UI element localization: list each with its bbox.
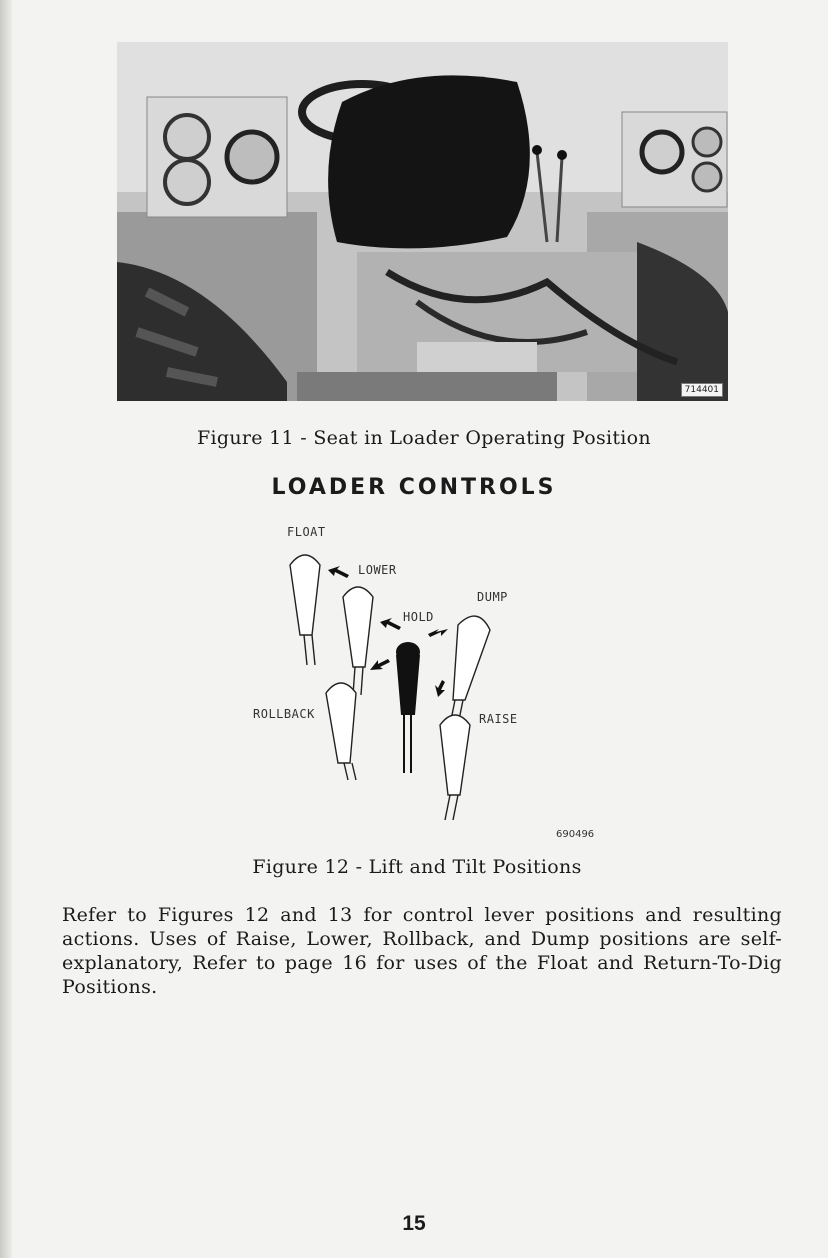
float-lever [290,555,320,665]
body-paragraph: Refer to Figures 12 and 13 for control lever positions and resulting actions. Uses of Raise, Lower, Rollback, and Dump positions are self-explanatory, Refer to page 16 for uses of the Float and Return-To-Dig Positions. [62,904,782,998]
figure-12-lever-diagram [240,515,640,845]
photo-reference-number: 714401 [681,383,723,397]
section-title: LOADER CONTROLS [271,475,557,500]
label-raise: RAISE [479,712,518,726]
figure-12-caption: Figure 12 - Lift and Tilt Positions [252,856,582,878]
figure-11-photo [117,42,728,401]
label-float: FLOAT [287,525,326,539]
figure-12-reference-number: 690496 [556,829,595,840]
page-binding-edge [0,0,12,1258]
tractor-seat-illustration [117,42,728,401]
rollback-lever [326,683,356,780]
figure-11-caption: Figure 11 - Seat in Loader Operating Position [197,427,651,449]
label-dump: DUMP [477,590,508,604]
page-number: 15 [402,1212,426,1235]
lower-lever [343,587,373,695]
dump-lever [450,616,490,725]
raise-lever [440,715,470,820]
lever-positions-drawing [240,515,640,845]
label-lower: LOWER [358,563,397,577]
hold-lever [396,642,420,773]
label-hold: HOLD [403,610,434,624]
label-rollback: ROLLBACK [253,707,315,721]
